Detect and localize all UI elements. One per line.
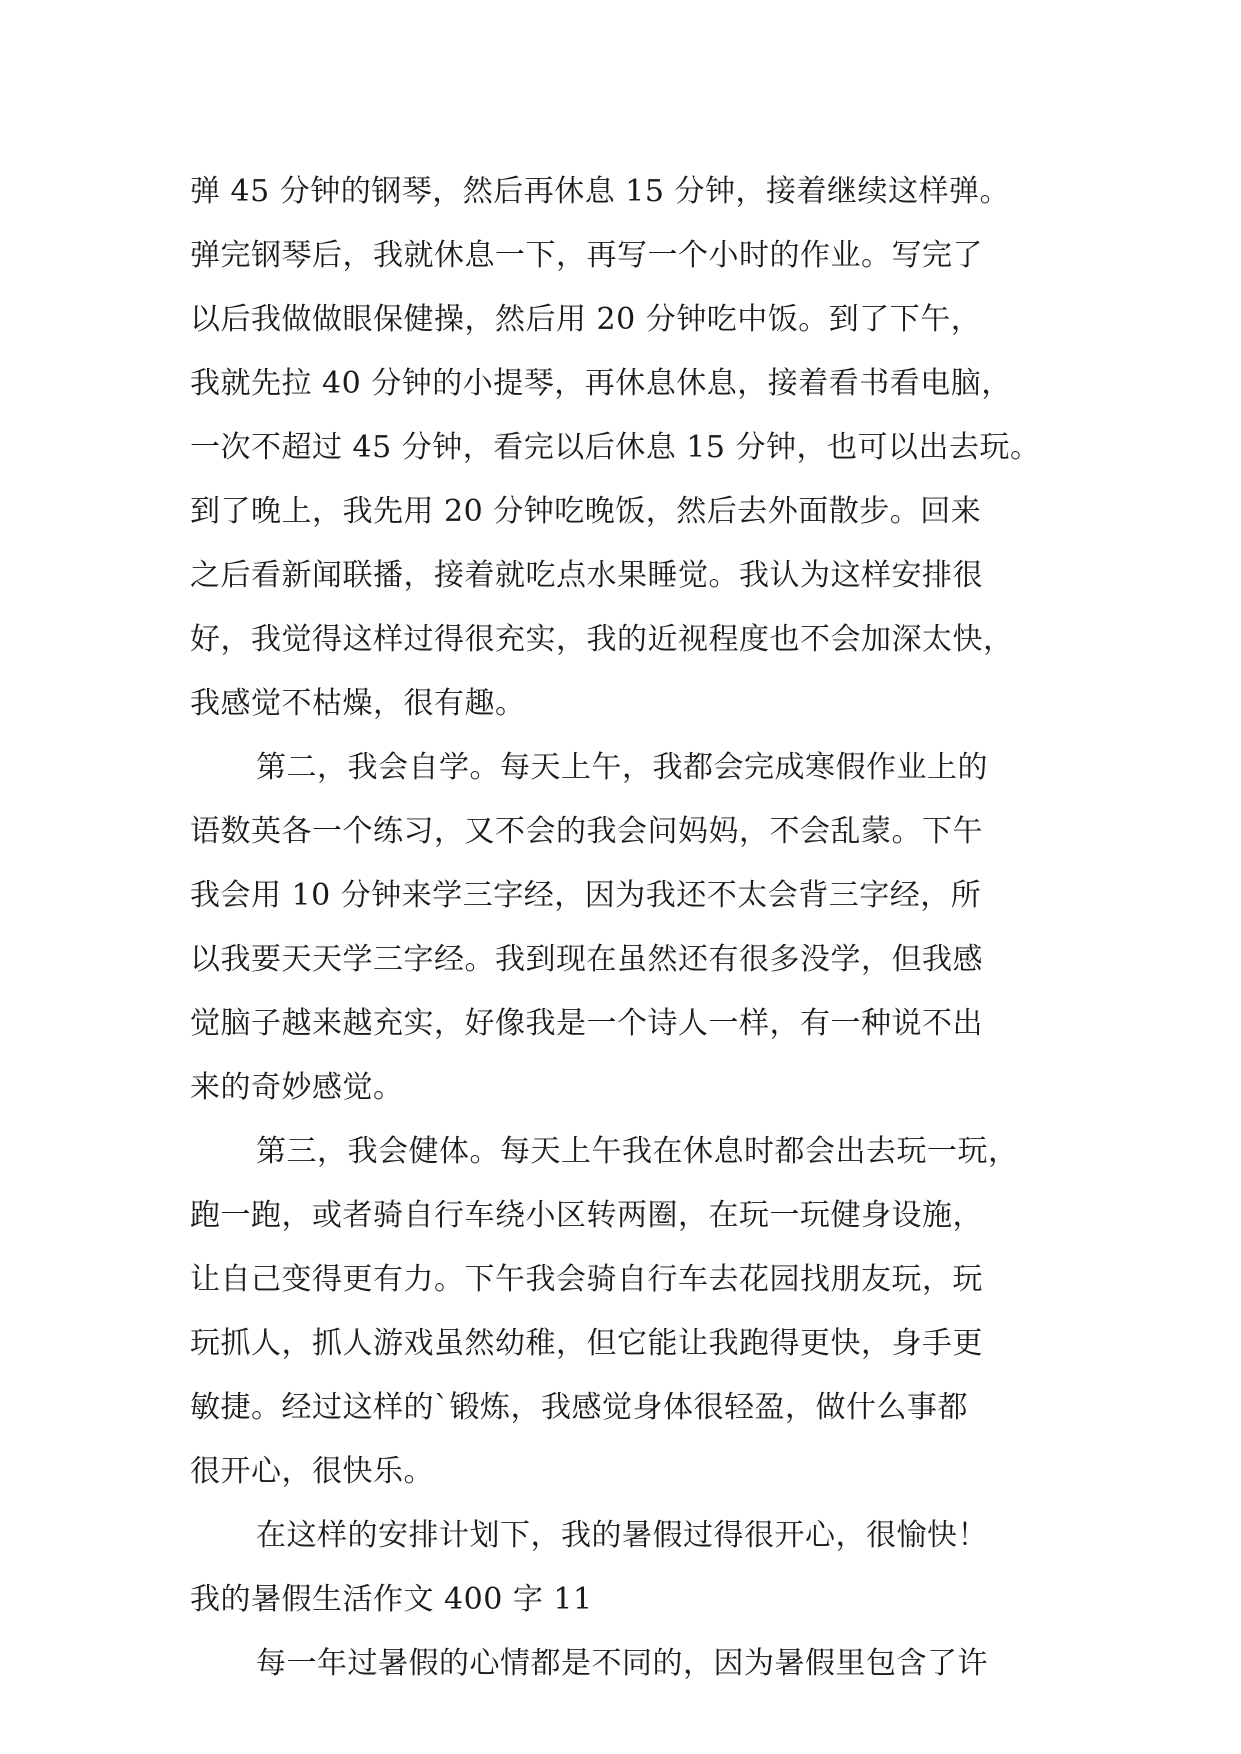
paragraph-start-line: 第二，我会自学。每天上午，我都会完成寒假作业上的 <box>256 750 988 785</box>
text-line: 我感觉不枯燥，很有趣。 <box>190 686 526 721</box>
paragraph-start-line: 第三，我会健体。每天上午我在休息时都会出去玩一玩， <box>256 1134 1019 1169</box>
text-line: 让自己变得更有力。下午我会骑自行车去花园找朋友玩，玩 <box>190 1262 983 1297</box>
text-line: 我就先拉 40 分钟的小提琴，再休息休息，接着看书看电脑， <box>190 366 1012 401</box>
text-line: 语数英各一个练习，又不会的我会问妈妈，不会乱蒙。下午 <box>190 814 983 849</box>
paragraph-start-line: 在这样的安排计划下，我的暑假过得很开心，很愉快！ <box>256 1518 988 1553</box>
text-line: 以后我做做眼保健操，然后用 20 分钟吃中饭。到了下午， <box>190 302 982 337</box>
section-heading: 我的暑假生活作文 400 字 11 <box>190 1582 593 1617</box>
text-line: 好，我觉得这样过得很充实，我的近视程度也不会加深太快， <box>190 622 1014 657</box>
text-line: 之后看新闻联播，接着就吃点水果睡觉。我认为这样安排很 <box>190 558 983 593</box>
text-line: 很开心，很快乐。 <box>190 1454 434 1489</box>
text-line: 我会用 10 分钟来学三字经，因为我还不太会背三字经，所 <box>190 878 982 913</box>
text-line: 跑一跑，或者骑自行车绕小区转两圈，在玩一玩健身设施， <box>190 1198 983 1233</box>
text-line: 玩抓人，抓人游戏虽然幼稚，但它能让我跑得更快，身手更 <box>190 1326 983 1361</box>
document-body <box>190 160 1070 1696</box>
paragraph-start-line: 每一年过暑假的心情都是不同的，因为暑假里包含了许 <box>256 1646 988 1681</box>
text-line: 弹完钢琴后，我就休息一下，再写一个小时的作业。写完了 <box>190 238 983 273</box>
text-line: 到了晚上，我先用 20 分钟吃晚饭，然后去外面散步。回来 <box>190 494 982 529</box>
text-line: 来的奇妙感觉。 <box>190 1070 404 1105</box>
text-line: 一次不超过 45 分钟，看完以后休息 15 分钟，也可以出去玩。 <box>190 430 1041 465</box>
text-line: 以我要天天学三字经。我到现在虽然还有很多没学，但我感 <box>190 942 983 977</box>
text-line: 弹 45 分钟的钢琴，然后再休息 15 分钟，接着继续这样弹。 <box>190 174 1010 209</box>
text-line: 敏捷。经过这样的`锻炼，我感觉身体很轻盈，做什么事都 <box>190 1390 968 1425</box>
text-line: 觉脑子越来越充实，好像我是一个诗人一样，有一种说不出 <box>190 1006 983 1041</box>
